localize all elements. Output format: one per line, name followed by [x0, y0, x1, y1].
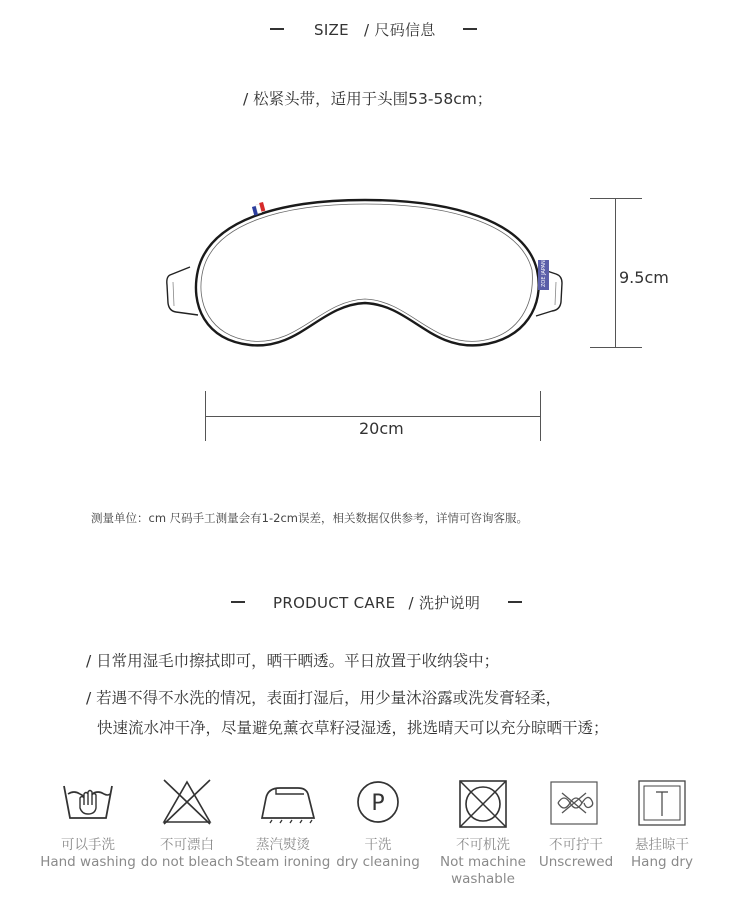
care-label-en: do not bleach [140, 854, 234, 870]
no-wring-icon [550, 781, 598, 825]
care-label-no-bleach [132, 837, 242, 871]
mask-tag-text: ZOE JAPAN [541, 260, 547, 287]
care-label-cn: 不可漂白 [160, 837, 214, 853]
care-line-2: / 若遇不得不水洗的情况，表面打湿后，用少量沐浴露或洗发膏轻柔， [86, 689, 562, 707]
measure-note: 测量单位：cm 尺码手工测量会有1-2cm误差，相关数据仅供参考，详情可咨询客服。 [91, 511, 528, 525]
care-label-en: dry cleaning [336, 854, 420, 870]
care-line-3: 快速流水冲干净，尽量避免薰衣草籽浸湿透，挑选晴天可以充分晾晒干透； [97, 719, 609, 737]
care-label-steam-iron [228, 837, 338, 871]
height-dimension-cap-bottom [590, 347, 642, 348]
care-label-cn: 蒸汽熨烫 [256, 837, 310, 853]
care-label-hang-dry [607, 837, 717, 871]
eye-mask-illustration [160, 190, 580, 360]
care-label-cn: 不可拧干 [549, 837, 603, 853]
care-line-1: / 日常用湿毛巾擦拭即可，晒干晒透。平日放置于收纳袋中； [86, 652, 500, 670]
care-label-dry-clean [323, 837, 433, 871]
mask-body-outer [196, 200, 539, 345]
care-label-cn: 可以手洗 [61, 837, 115, 853]
care-label-en-2: washable [451, 871, 515, 887]
care-title [273, 592, 480, 613]
width-dimension-cap-right [540, 391, 541, 441]
heading-dash-left [270, 28, 284, 30]
care-label-cn: 悬挂晾干 [635, 837, 689, 853]
size-title [314, 19, 436, 40]
mask-strap-left [167, 267, 198, 315]
care-label-cn: 不可机洗 [456, 837, 510, 853]
size-title-en: SIZE [314, 21, 349, 39]
svg-text:P: P [371, 791, 385, 816]
height-dimension-line [615, 198, 616, 347]
no-machine-wash-icon [458, 779, 508, 829]
width-label: 20cm [359, 419, 404, 438]
care-label-en: Hand washing [40, 854, 136, 870]
steam-iron-icon [256, 780, 322, 824]
care-label-cn: 干洗 [364, 837, 392, 853]
hand-wash-icon [62, 778, 114, 824]
no-bleach-icon [161, 778, 213, 826]
care-heading-dash-right [508, 601, 522, 603]
care-title-en: PRODUCT CARE [273, 594, 396, 612]
dry-clean-icon [355, 779, 401, 825]
width-dimension-line [205, 416, 540, 417]
size-note: / 松紧头带，适用于头围53-58cm； [243, 90, 493, 108]
care-title-cn: / 洗护说明 [408, 594, 481, 612]
care-label-hand-wash [33, 837, 143, 871]
height-label: 9.5cm [619, 268, 669, 287]
care-label-en: Not machine [440, 854, 526, 870]
height-dimension-cap-top [590, 198, 642, 199]
care-label-en: Hang dry [631, 854, 693, 870]
width-dimension-cap-left [205, 391, 206, 441]
care-label-en: Steam ironing [235, 854, 331, 870]
hang-dry-icon [638, 780, 686, 826]
heading-dash-right [463, 28, 477, 30]
size-title-cn: / 尺码信息 [363, 21, 436, 39]
care-label-en: Unscrewed [538, 854, 614, 870]
care-heading-dash-left [231, 601, 245, 603]
